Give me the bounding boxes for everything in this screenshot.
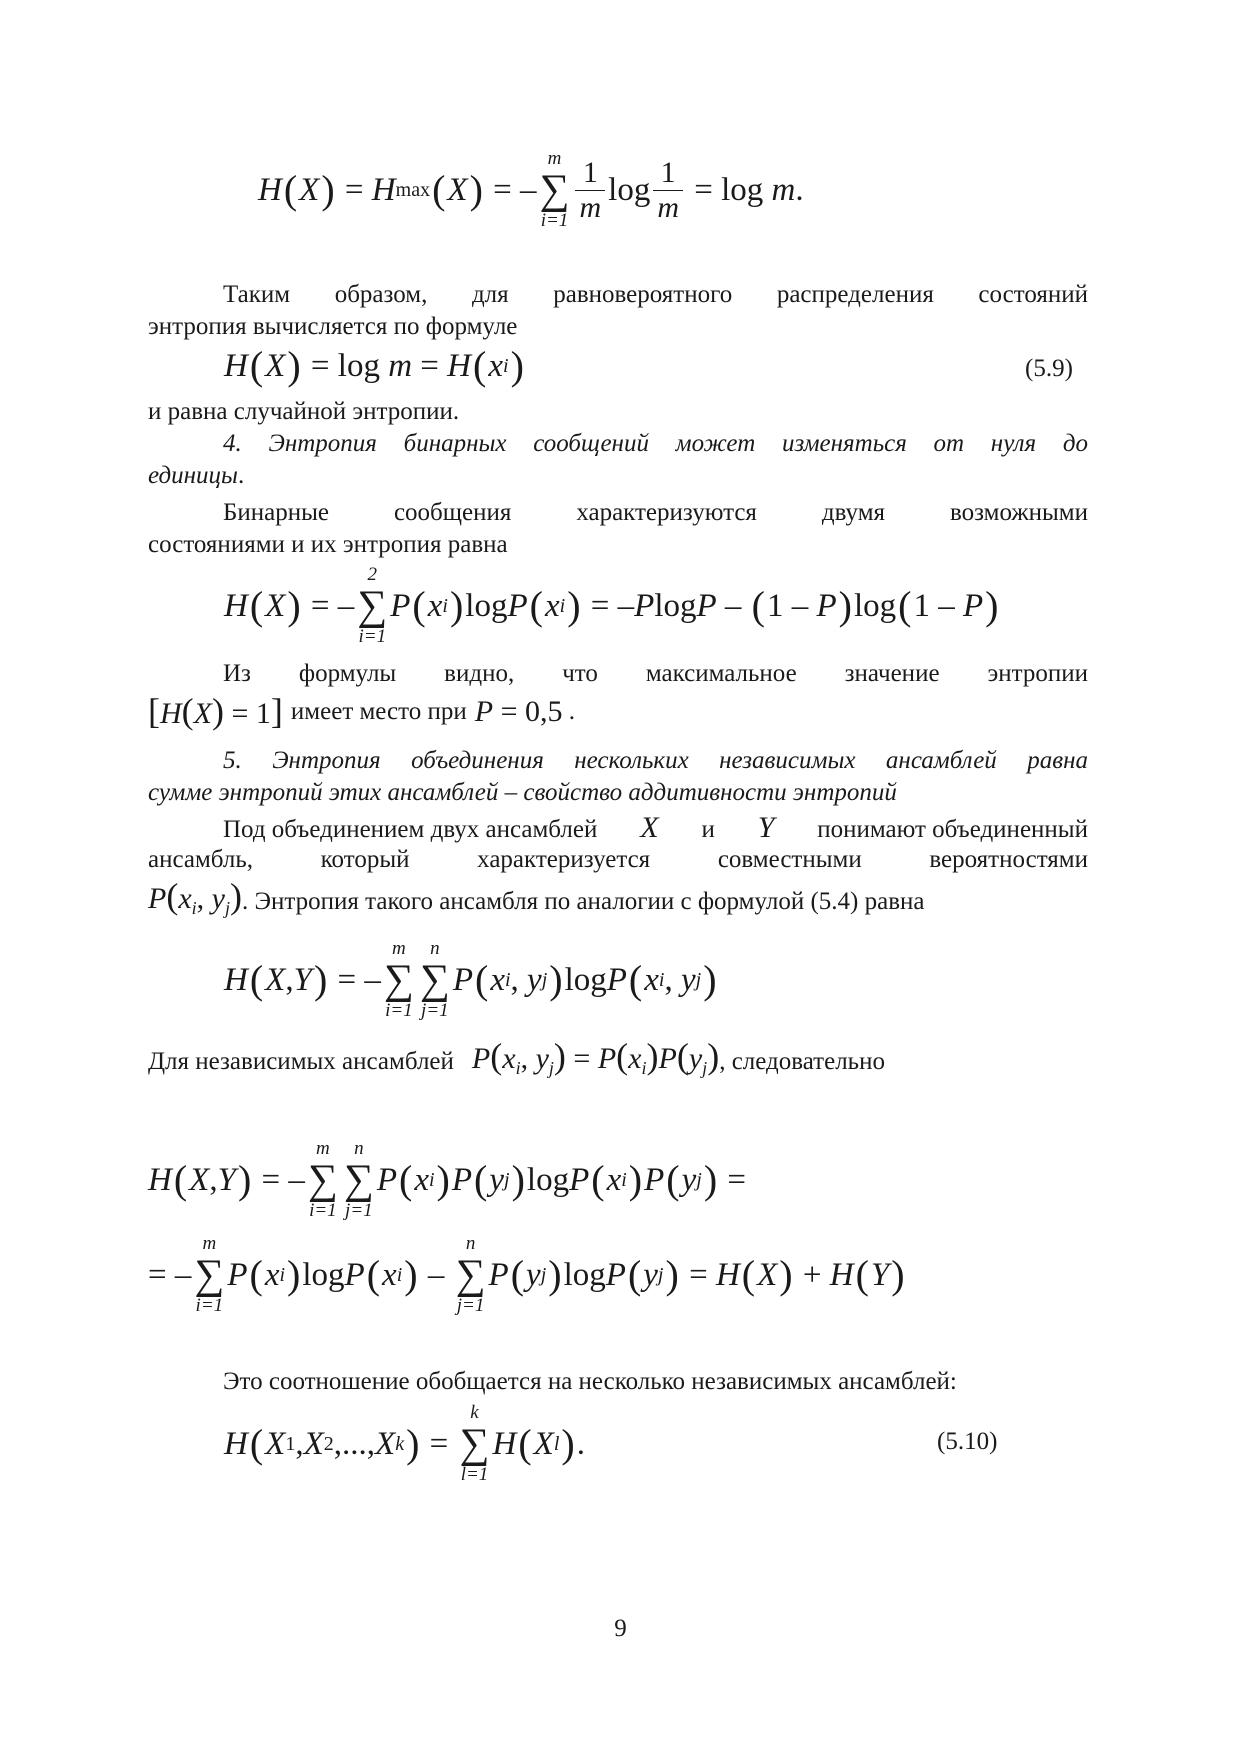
paragraph-max-entropy-1: Из формулы видно, что максимальное значение энтропии <box>223 660 1088 687</box>
equation-number-5-10: (5.10) <box>937 1428 998 1455</box>
equation-derivation-line-2: = – m ∑ i=1 P ( x i ) log P ( x i ) – n ∑ j=1 P ( y j ) log P ( y j ) = H ( X ) + H ( Y ) <box>148 1233 905 1316</box>
property-4-word: единицы <box>148 462 238 489</box>
paragraph-union-3 <box>148 876 1088 924</box>
var-y: Y <box>757 811 775 844</box>
equation-number-5-9: (5.9) <box>1025 355 1073 382</box>
equation-binary-entropy: H ( X ) = – 2 ∑ i=1 P ( x i ) log P ( x i ) = – P log P – ( 1 – P ) log ( 1 – P ) <box>224 564 999 647</box>
page-number: 9 <box>614 1615 627 1642</box>
inline-formula-joint: $P(x_i$, $y_j$) <box>148 876 243 918</box>
text-union-start: Под объединением двух ансамблей <box>223 816 598 843</box>
text-and: и <box>701 816 715 843</box>
property-4-heading-2 <box>148 460 1088 492</box>
equation-derivation-line-1: H ( X , Y ) = – m ∑ i=1 n ∑ j=1 P ( x i ) P ( y j ) log P ( x i ) P ( y j ) = <box>148 1138 747 1221</box>
paragraph-independent <box>148 1036 1088 1084</box>
inline-formula-max: [H(X) = 1] <box>148 690 283 731</box>
paragraph-binary-2: состояниями и их энтропия равна <box>148 531 508 558</box>
paragraph-equiprobable-1: Таким образом, для равновероятного распределения состояний <box>223 281 1088 308</box>
property-4-heading-1: 4. Энтропия бинарных сообщений может изменяться от нуля до <box>223 430 1088 457</box>
paragraph-generalization: Это соотношение обобщается на несколько независимых ансамблей: <box>223 1368 957 1395</box>
property-5-heading-1: 5. Энтропия объединения нескольких независимых ансамблей равна <box>223 747 1088 774</box>
paragraph-binary-1: Бинарные сообщения характеризуются двумя возможными <box>223 499 1088 526</box>
equation-5-9: H ( X ) = log m = H ( x i ) <box>224 343 524 388</box>
paragraph-equiprobable-2: энтропия вычисляется по формуле <box>148 313 518 340</box>
equation-5-10: H ( X 1 , X 2 ,..., X k ) = k ∑ l=1 H ( X l ) . <box>224 1402 585 1485</box>
var-x: X <box>640 811 659 844</box>
equation-joint-entropy: H ( X , Y ) = – m ∑ i=1 n ∑ j=1 P ( x i , y j ) log P ( x i , y j ) <box>224 938 717 1021</box>
text-therefore: , следовательно <box>719 1048 885 1075</box>
paragraph-max-entropy-2: [H(X) = 1] имеет место при P = 0,5 . <box>148 690 575 731</box>
inline-formula-independence: $P(x_i$, $y_j) = P(x_i)P(y_j)$ <box>471 1036 720 1078</box>
text-union-end: понимают объединенный <box>817 816 1088 843</box>
text-independent-start: Для независимых ансамблей <box>148 1048 454 1075</box>
inline-formula-p-half: P = 0,5 <box>474 695 563 728</box>
equation-max-entropy: H ( X ) = H max ( X ) = – m ∑ i=1 $\frac{1}{m}$ log $\frac{1}{m}$ = log m . <box>258 148 804 231</box>
paragraph-union-2: ансамбль, который характеризуется совместными вероятностями <box>148 846 1088 873</box>
paragraph-random-entropy: и равна случайной энтропии. <box>148 398 460 425</box>
text-takes-place: имеет место при <box>290 698 467 725</box>
paragraph-union-1 <box>148 812 1088 846</box>
property-4-period: . <box>237 462 245 489</box>
text-union-formula-ref: . Энтропия такого ансамбля по аналогии с формулой (5.4) равна <box>242 888 925 915</box>
property-5-heading-2: сумме энтропий этих ансамблей – свойство аддитивности энтропий <box>148 779 897 806</box>
